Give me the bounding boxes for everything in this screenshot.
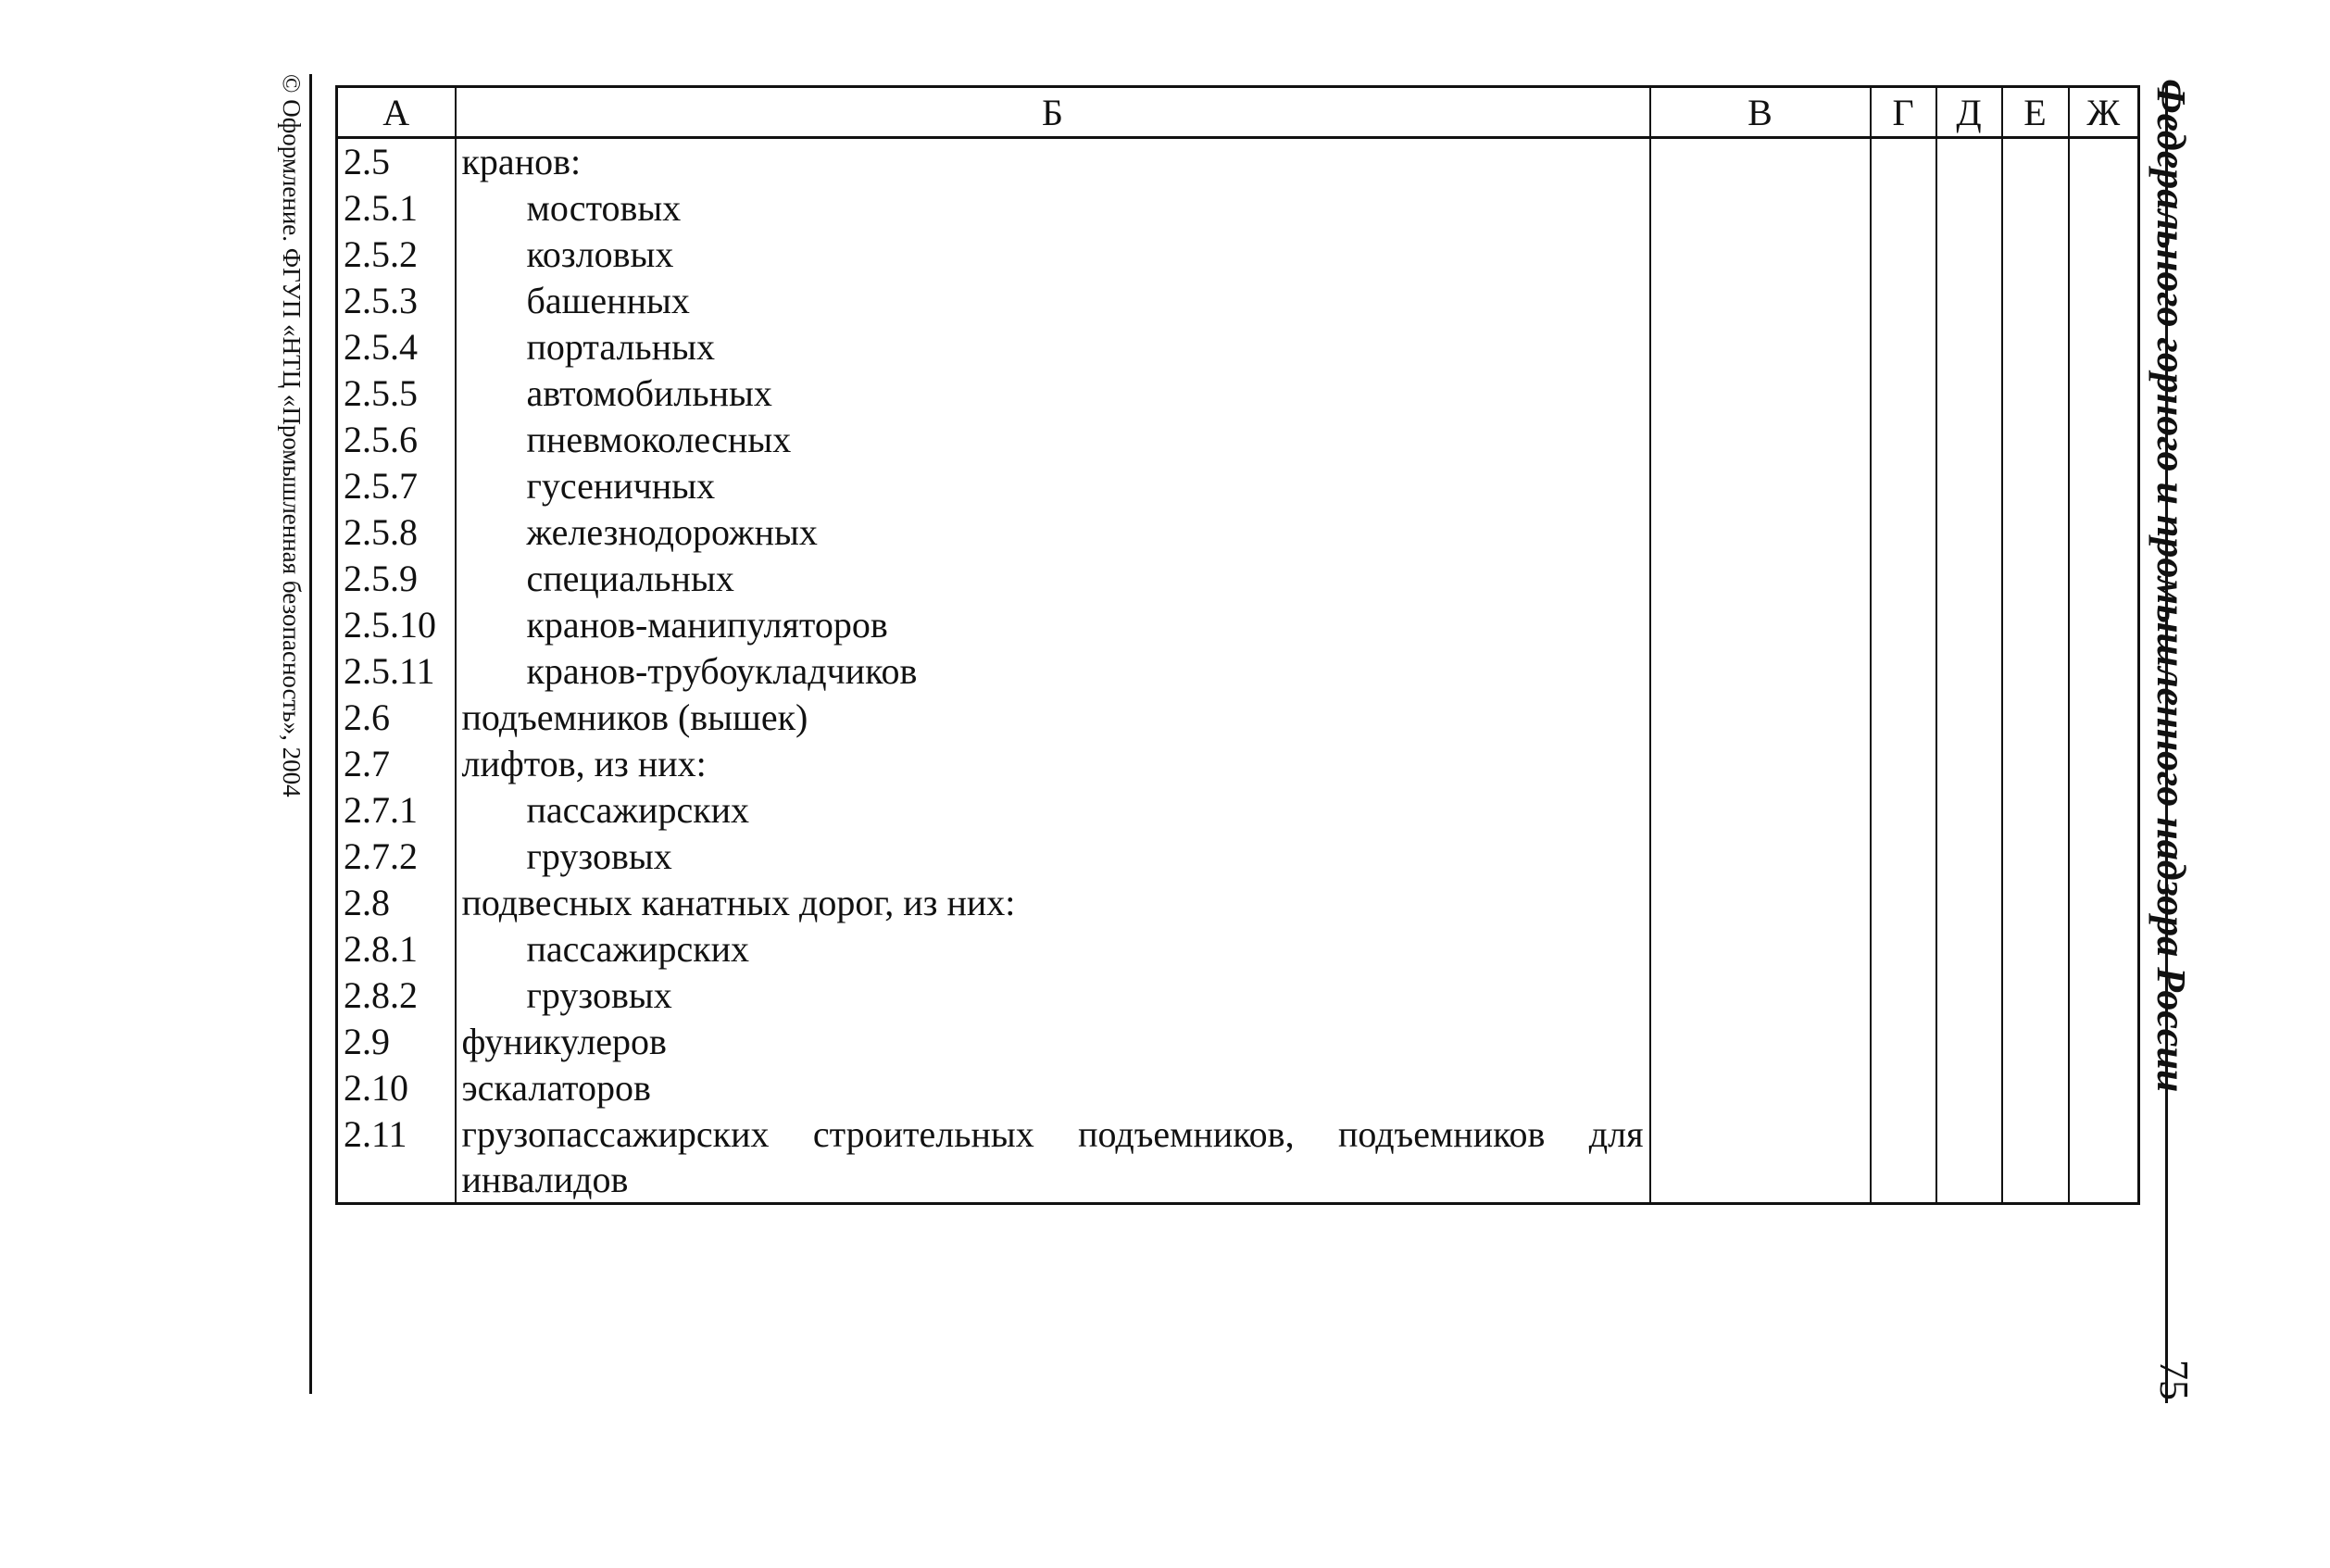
row-cell-v <box>1650 138 1871 186</box>
row-cell-d <box>1936 1019 2002 1065</box>
row-cell-d <box>1936 1065 2002 1111</box>
row-cell-g <box>1871 232 1936 278</box>
row-code: 2.5.2 <box>337 232 456 278</box>
row-cell-v <box>1650 787 1871 834</box>
row-cell-v <box>1650 1019 1871 1065</box>
header-cell-v: В <box>1650 87 1871 138</box>
row-code: 2.5.4 <box>337 324 456 370</box>
row-cell-g <box>1871 880 1936 926</box>
row-code: 2.5.9 <box>337 556 456 602</box>
row-code: 2.7.2 <box>337 834 456 880</box>
row-cell-v <box>1650 880 1871 926</box>
row-code: 2.6 <box>337 695 456 741</box>
row-cell-zh <box>2069 648 2139 695</box>
row-code: 2.7.1 <box>337 787 456 834</box>
table-row <box>337 463 2139 509</box>
row-cell-v <box>1650 417 1871 463</box>
row-cell-zh <box>2069 138 2139 186</box>
table-row <box>337 417 2139 463</box>
row-name: специальных <box>456 556 1650 602</box>
row-cell-e <box>2002 834 2069 880</box>
row-code: 2.5.3 <box>337 278 456 324</box>
row-cell-g <box>1871 602 1936 648</box>
row-cell-zh <box>2069 324 2139 370</box>
row-code: 2.8.2 <box>337 972 456 1019</box>
row-cell-zh <box>2069 834 2139 880</box>
row-cell-d <box>1936 926 2002 972</box>
table-row <box>337 834 2139 880</box>
row-cell-d <box>1936 232 2002 278</box>
table-row <box>337 1111 2139 1204</box>
table-row <box>337 556 2139 602</box>
row-name: кранов-манипуляторов <box>456 602 1650 648</box>
row-name: фуникулеров <box>456 1019 1650 1065</box>
row-cell-v <box>1650 1111 1871 1204</box>
row-cell-g <box>1871 695 1936 741</box>
row-cell-e <box>2002 370 2069 417</box>
row-cell-e <box>2002 463 2069 509</box>
row-cell-e <box>2002 1019 2069 1065</box>
table-row <box>337 138 2139 186</box>
row-name: гусеничных <box>456 463 1650 509</box>
row-cell-e <box>2002 1065 2069 1111</box>
row-cell-e <box>2002 695 2069 741</box>
row-code: 2.11 <box>337 1111 456 1204</box>
table-row <box>337 972 2139 1019</box>
row-cell-g <box>1871 185 1936 232</box>
row-name: грузовых <box>456 834 1650 880</box>
row-cell-g <box>1871 1111 1936 1204</box>
row-cell-d <box>1936 138 2002 186</box>
row-cell-zh <box>2069 509 2139 556</box>
row-cell-d <box>1936 695 2002 741</box>
row-cell-g <box>1871 1019 1936 1065</box>
row-cell-v <box>1650 556 1871 602</box>
table-row <box>337 278 2139 324</box>
row-cell-g <box>1871 648 1936 695</box>
row-code: 2.5.10 <box>337 602 456 648</box>
row-cell-v <box>1650 695 1871 741</box>
row-cell-zh <box>2069 417 2139 463</box>
row-code: 2.5.5 <box>337 370 456 417</box>
table-row <box>337 185 2139 232</box>
table-row <box>337 1065 2139 1111</box>
row-cell-e <box>2002 324 2069 370</box>
row-cell-zh <box>2069 972 2139 1019</box>
row-cell-e <box>2002 972 2069 1019</box>
row-cell-v <box>1650 1065 1871 1111</box>
table-row <box>337 1019 2139 1065</box>
row-name: лифтов, из них: <box>456 741 1650 787</box>
table-row <box>337 324 2139 370</box>
row-cell-zh <box>2069 1019 2139 1065</box>
row-cell-d <box>1936 370 2002 417</box>
row-cell-zh <box>2069 926 2139 972</box>
table-row <box>337 232 2139 278</box>
row-cell-v <box>1650 278 1871 324</box>
row-cell-d <box>1936 509 2002 556</box>
row-name: пассажирских <box>456 926 1650 972</box>
header-cell-d: Д <box>1936 87 2002 138</box>
row-cell-g <box>1871 741 1936 787</box>
page-number: 75 <box>2151 1360 2197 1400</box>
row-cell-g <box>1871 370 1936 417</box>
row-cell-d <box>1936 787 2002 834</box>
table-row <box>337 695 2139 741</box>
header-cell-g: Г <box>1871 87 1936 138</box>
row-cell-v <box>1650 926 1871 972</box>
row-name: мостовых <box>456 185 1650 232</box>
row-cell-g <box>1871 417 1936 463</box>
row-cell-e <box>2002 602 2069 648</box>
row-cell-v <box>1650 834 1871 880</box>
row-cell-e <box>2002 556 2069 602</box>
row-cell-e <box>2002 278 2069 324</box>
row-name: кранов: <box>456 138 1650 186</box>
row-cell-d <box>1936 648 2002 695</box>
row-cell-v <box>1650 648 1871 695</box>
row-cell-zh <box>2069 1111 2139 1204</box>
row-code: 2.8 <box>337 880 456 926</box>
row-cell-g <box>1871 278 1936 324</box>
row-cell-zh <box>2069 185 2139 232</box>
row-name: автомобильных <box>456 370 1650 417</box>
row-cell-d <box>1936 741 2002 787</box>
row-cell-d <box>1936 324 2002 370</box>
table-row <box>337 926 2139 972</box>
row-cell-zh <box>2069 556 2139 602</box>
row-cell-v <box>1650 509 1871 556</box>
row-cell-d <box>1936 185 2002 232</box>
row-cell-d <box>1936 834 2002 880</box>
row-cell-zh <box>2069 278 2139 324</box>
row-cell-zh <box>2069 880 2139 926</box>
row-cell-zh <box>2069 787 2139 834</box>
row-cell-e <box>2002 1111 2069 1204</box>
row-name: подъемников (вышек) <box>456 695 1650 741</box>
row-name: пневмоколесных <box>456 417 1650 463</box>
row-cell-e <box>2002 926 2069 972</box>
header-cell-e: Е <box>2002 87 2069 138</box>
row-cell-g <box>1871 787 1936 834</box>
row-cell-d <box>1936 972 2002 1019</box>
header-cell-a: А <box>337 87 456 138</box>
row-cell-v <box>1650 185 1871 232</box>
row-name: пассажирских <box>456 787 1650 834</box>
row-name: железнодорожных <box>456 509 1650 556</box>
row-cell-zh <box>2069 1065 2139 1111</box>
row-name: грузовых <box>456 972 1650 1019</box>
row-cell-v <box>1650 741 1871 787</box>
row-code: 2.8.1 <box>337 926 456 972</box>
row-cell-g <box>1871 972 1936 1019</box>
row-code: 2.7 <box>337 741 456 787</box>
row-cell-e <box>2002 509 2069 556</box>
row-cell-v <box>1650 602 1871 648</box>
table-body <box>337 138 2139 1204</box>
row-cell-v <box>1650 370 1871 417</box>
row-cell-v <box>1650 324 1871 370</box>
header-cell-b: Б <box>456 87 1650 138</box>
table-row <box>337 370 2139 417</box>
row-cell-g <box>1871 509 1936 556</box>
row-cell-e <box>2002 648 2069 695</box>
header-cell-zh: Ж <box>2069 87 2139 138</box>
table-row <box>337 880 2139 926</box>
row-code: 2.5.8 <box>337 509 456 556</box>
row-code: 2.9 <box>337 1019 456 1065</box>
row-name: портальных <box>456 324 1650 370</box>
document-table <box>335 85 2140 1205</box>
row-cell-d <box>1936 417 2002 463</box>
row-cell-e <box>2002 787 2069 834</box>
row-cell-e <box>2002 417 2069 463</box>
row-cell-zh <box>2069 741 2139 787</box>
row-cell-v <box>1650 232 1871 278</box>
row-cell-v <box>1650 463 1871 509</box>
running-header: Федерального горного и промышленного надзора России <box>2148 79 2194 1093</box>
row-cell-g <box>1871 556 1936 602</box>
row-code: 2.5.7 <box>337 463 456 509</box>
table-header-row <box>337 87 2139 138</box>
row-cell-d <box>1936 556 2002 602</box>
row-name: эскалаторов <box>456 1065 1650 1111</box>
row-cell-e <box>2002 880 2069 926</box>
left-margin-rule <box>309 74 312 1394</box>
copyright-note: © Оформление. ФГУП «НТЦ «Промышленная безопасность», 2004 <box>278 74 306 797</box>
row-cell-e <box>2002 185 2069 232</box>
row-code: 2.5.6 <box>337 417 456 463</box>
row-cell-v <box>1650 972 1871 1019</box>
row-cell-g <box>1871 1065 1936 1111</box>
table-row <box>337 741 2139 787</box>
table-row <box>337 648 2139 695</box>
row-code: 2.5.1 <box>337 185 456 232</box>
row-name: башенных <box>456 278 1650 324</box>
row-cell-g <box>1871 834 1936 880</box>
row-cell-zh <box>2069 695 2139 741</box>
row-cell-zh <box>2069 370 2139 417</box>
row-name: козловых <box>456 232 1650 278</box>
row-cell-d <box>1936 880 2002 926</box>
row-cell-d <box>1936 278 2002 324</box>
row-cell-d <box>1936 602 2002 648</box>
row-cell-g <box>1871 463 1936 509</box>
row-code: 2.10 <box>337 1065 456 1111</box>
table-row <box>337 787 2139 834</box>
row-cell-d <box>1936 463 2002 509</box>
row-name: кранов-трубоукладчиков <box>456 648 1650 695</box>
row-cell-d <box>1936 1111 2002 1204</box>
row-cell-e <box>2002 232 2069 278</box>
row-name: подвесных канатных дорог, из них: <box>456 880 1650 926</box>
row-cell-g <box>1871 926 1936 972</box>
row-cell-g <box>1871 324 1936 370</box>
row-cell-g <box>1871 138 1936 186</box>
row-cell-e <box>2002 138 2069 186</box>
table-row <box>337 602 2139 648</box>
row-cell-e <box>2002 741 2069 787</box>
row-code: 2.5 <box>337 138 456 186</box>
row-cell-zh <box>2069 232 2139 278</box>
table-row <box>337 509 2139 556</box>
row-cell-zh <box>2069 602 2139 648</box>
row-code: 2.5.11 <box>337 648 456 695</box>
row-name: грузопассажирских строительных подъемников, подъемников для инвалидов <box>456 1111 1650 1204</box>
row-cell-zh <box>2069 463 2139 509</box>
